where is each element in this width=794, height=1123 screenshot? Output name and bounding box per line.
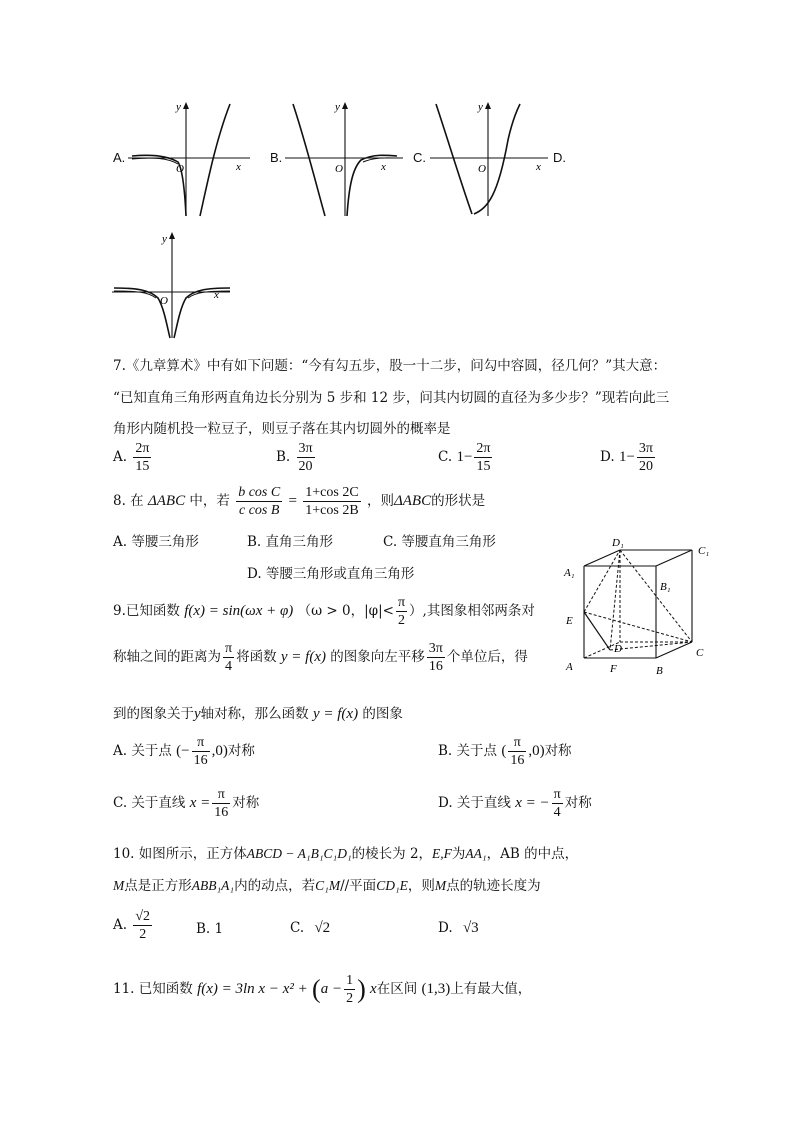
q7-option-a <box>113 440 153 475</box>
q9-opt-a-post: 对称 <box>227 743 255 759</box>
q9-cond-num: π <box>397 595 406 610</box>
q10-opt-c-val: √2 <box>314 920 331 936</box>
q9-p2c: 的图象向左平移 <box>330 649 425 665</box>
cube-label-e: E <box>566 615 573 627</box>
option-a-label: A. <box>113 150 126 165</box>
q9-p2-den: 4 <box>223 657 234 675</box>
q9-p3b: 轴对称，那么函数 <box>200 706 309 722</box>
q9-option-d <box>438 786 592 821</box>
q10-l1m: ABCD − A₁B₁C₁D₁ <box>246 846 352 861</box>
q10-opt-c-label: C. <box>290 920 305 936</box>
q10-l1m3: AA₁ <box>465 846 487 861</box>
q7-a-num: 2π <box>135 441 150 456</box>
cube-label-f: F <box>610 663 617 675</box>
q9-line-3 <box>113 702 403 723</box>
cube-label-c: C <box>696 647 704 659</box>
q9-opt-a-close: ,0) <box>211 743 228 759</box>
q7-d-num: 3π <box>638 441 653 456</box>
q10-line-2 <box>113 874 541 894</box>
q7-option-c <box>438 440 494 475</box>
q10-l1b: 的棱长为 2， <box>351 846 433 862</box>
q9-opt-b-close: ,0) <box>528 743 545 759</box>
graph-d <box>112 230 236 340</box>
q7-c-num: 2π <box>476 441 491 456</box>
q7-option-d-label: D. <box>600 449 615 465</box>
q7-line-3: 角形内随机投一粒豆子，则豆子落在其内切圆外的概率是 <box>113 421 451 437</box>
q8-frac2-den: 1+cos 2B <box>305 503 359 518</box>
q10-option-c <box>290 920 330 937</box>
q9-opt-b-post: 对称 <box>544 743 572 759</box>
q11-paren-open: ( <box>312 974 321 1004</box>
q9-opt-d-pre: D. 关于直线 <box>438 795 511 811</box>
q7-option-b-label: B. <box>276 449 291 465</box>
q7-option-c-label: C. <box>438 449 453 465</box>
q10-line-1 <box>113 842 578 862</box>
q9-p2a: 称轴之间的距离为 <box>113 649 221 665</box>
option-c-label: C. <box>413 150 426 165</box>
q8-option-d: D. 等腰三角形或直角三角形 <box>247 566 415 582</box>
q9-cond-den: 2 <box>396 611 407 629</box>
q9-opt-a-open: (− <box>176 743 190 759</box>
q9-p2-num2: 3π <box>428 641 443 656</box>
q7-option-a-label: A. <box>113 449 128 465</box>
q8-suffix-a: ，则 <box>366 493 394 509</box>
q10-opt-a-num: √2 <box>135 909 151 924</box>
q7-option-d <box>600 440 657 475</box>
q11-interval: (1,3) <box>421 981 451 997</box>
q7-b-den: 20 <box>297 457 315 475</box>
q9-p2-num: π <box>225 641 233 656</box>
graph-c <box>428 100 552 218</box>
q7-a-den: 15 <box>133 457 151 475</box>
cube-label-b1: B₁ <box>660 581 671 593</box>
q10-l1c: 为 <box>451 846 466 862</box>
graph-d-origin: O <box>160 295 168 307</box>
q8-option-a: A. 等腰三角形 <box>113 534 199 550</box>
q10-l2e: 点的轨迹长度为 <box>446 878 541 894</box>
graph-b <box>285 100 409 218</box>
q10-l2a: 点是正方形 <box>124 878 192 894</box>
q9-p3a: 到的图象关于 <box>113 706 194 722</box>
graph-a-y-label: y <box>176 101 181 113</box>
q8-triangle: ΔABC <box>147 493 186 509</box>
cube-label-a1: A₁ <box>564 567 575 579</box>
q10-l2m3: C₁M <box>315 878 341 893</box>
q11-pre: 11. 已知函数 <box>113 981 193 997</box>
q9-opt-d-post: 对称 <box>564 795 592 811</box>
q10-l2m: M <box>113 878 125 893</box>
q7-d-pre: 1− <box>618 449 635 465</box>
q9-p2b: 将函数 <box>236 649 277 665</box>
q9-cond1: （ω > 0，|φ|< <box>297 603 394 619</box>
q9-cond2: ）,其图象相邻两条对 <box>409 603 535 619</box>
cube-label-c1: C₁ <box>698 545 710 557</box>
q9-line-1 <box>113 594 535 629</box>
q8-equals: = <box>288 493 297 509</box>
q9-opt-a-den: 16 <box>193 753 208 768</box>
graph-c-y-label: y <box>478 101 483 113</box>
q10-l2m2: ABB₁A₁ <box>191 878 235 893</box>
q8-prefix: 8. 在 <box>113 493 144 509</box>
q8-frac1-den: c cos B <box>236 501 282 519</box>
q11-den: 2 <box>346 991 354 1006</box>
q8-mid: 中，若 <box>189 493 230 509</box>
graph-d-y-label: y <box>162 233 167 245</box>
q9-opt-b-den: 16 <box>510 753 525 768</box>
cube-label-d1: D₁ <box>612 537 624 549</box>
q8-frac2-num: 1+cos 2C <box>305 485 359 500</box>
q10-l2c: //平面 <box>340 878 377 894</box>
q9-p3c: 的图象 <box>362 706 403 722</box>
q10-l2m5: M <box>434 878 447 893</box>
q11-a: a − <box>320 981 343 997</box>
q7-option-b <box>276 440 317 475</box>
q9-opt-c-pre: C. 关于直线 <box>113 795 186 811</box>
q9-p2d: 个单位后，得 <box>446 649 528 665</box>
q11-num: 1 <box>346 973 354 988</box>
q9-opt-b-pre: B. 关于点 <box>438 743 498 759</box>
q9-p3y: y <box>194 706 201 722</box>
q10-option-b: B. 1 <box>196 921 224 937</box>
q9-line-2 <box>113 640 528 675</box>
graph-a-origin: O <box>176 163 184 175</box>
q11-mid: 在区间 <box>376 981 418 997</box>
q10-opt-a-den: 2 <box>133 925 152 943</box>
q10-option-d <box>438 920 479 937</box>
q9-opt-c-den: 16 <box>214 805 229 820</box>
q10-opt-a-label: A. <box>113 917 128 933</box>
q10-l1m2: E,F <box>432 846 452 861</box>
q10-l2d: ，则 <box>407 878 435 894</box>
graph-a <box>128 100 252 218</box>
q10-opt-d-label: D. <box>438 920 453 936</box>
q9-opt-d-den: 4 <box>552 803 563 821</box>
q10-l1a: 10. 如图所示，正方体 <box>113 846 247 862</box>
q10-l1d: ，AB 的中点， <box>486 846 579 862</box>
q11-post: 上有最大值， <box>450 981 532 997</box>
q9-opt-b-open: ( <box>501 743 507 759</box>
q11-paren-close: ) <box>357 974 366 1004</box>
q7-line-2: “已知直角三角形两直角边长分别为 5 步和 12 步，问其内切圆的直径为多少步？”现若向此三 <box>113 390 670 406</box>
graph-c-x-label: x <box>536 161 541 173</box>
q9-p2f: y = f(x) <box>280 649 326 665</box>
q9-p2-den2: 16 <box>427 657 445 675</box>
q9-option-b <box>438 734 572 769</box>
q9-opt-a-pre: A. 关于点 <box>113 743 172 759</box>
q7-c-den: 15 <box>474 457 492 475</box>
q9-opt-c-x: x = <box>189 795 211 811</box>
q10-l2m4: CD₁E <box>376 878 408 893</box>
q9-opt-c-post: 对称 <box>232 795 260 811</box>
q8-frac1-num: b cos C <box>238 485 281 500</box>
q10-l2b: 内的动点，若 <box>234 878 316 894</box>
q9-fx: f(x) = sin(ωx + φ) <box>184 603 294 619</box>
q9-opt-d-x: x = − <box>515 795 550 811</box>
q11-stem <box>113 972 531 1007</box>
q9-option-c <box>113 786 259 821</box>
q10-option-a <box>113 908 154 943</box>
cube-figure <box>560 536 720 678</box>
q8-option-c: C. 等腰直角三角形 <box>383 534 496 550</box>
cube-label-b: B <box>656 665 663 677</box>
cube-label-d: D <box>614 643 622 655</box>
q11-x: x <box>370 981 377 997</box>
q7-b-num: 3π <box>298 441 313 456</box>
q11-f1: f(x) = 3ln x − x² + <box>197 981 308 997</box>
q9-opt-b-num: π <box>513 735 521 750</box>
graph-d-x-label: x <box>214 289 219 301</box>
q9-opt-a-num: π <box>197 735 205 750</box>
q8-suffix-b: 的形状是 <box>431 493 486 509</box>
graph-b-x-label: x <box>381 161 386 173</box>
q9-option-a <box>113 734 255 769</box>
cube-label-a: A <box>566 661 573 673</box>
graph-b-y-label: y <box>335 101 340 113</box>
q7-d-den: 20 <box>637 457 655 475</box>
graph-b-origin: O <box>335 163 343 175</box>
q8-stem <box>113 484 485 519</box>
graph-a-x-label: x <box>236 161 241 173</box>
q9-p1a: 9.已知函数 <box>113 603 180 619</box>
option-b-label: B. <box>270 150 283 165</box>
q7-c-pre: 1− <box>456 449 473 465</box>
graph-c-origin: O <box>478 163 486 175</box>
q7-line-1: 7.《九章算术》中有如下问题：“今有勾五步，股一十二步，问勾中容圆，径几何？”其大意： <box>113 358 667 374</box>
q9-opt-d-num: π <box>553 787 561 802</box>
q9-opt-c-num: π <box>217 787 225 802</box>
q10-opt-d-val: √3 <box>462 920 479 936</box>
q9-p3f: y = f(x) <box>312 706 359 722</box>
option-d-label: D. <box>553 150 566 165</box>
q8-option-b: B. 直角三角形 <box>247 534 334 550</box>
q8-triangle-2: ΔABC <box>393 493 432 509</box>
